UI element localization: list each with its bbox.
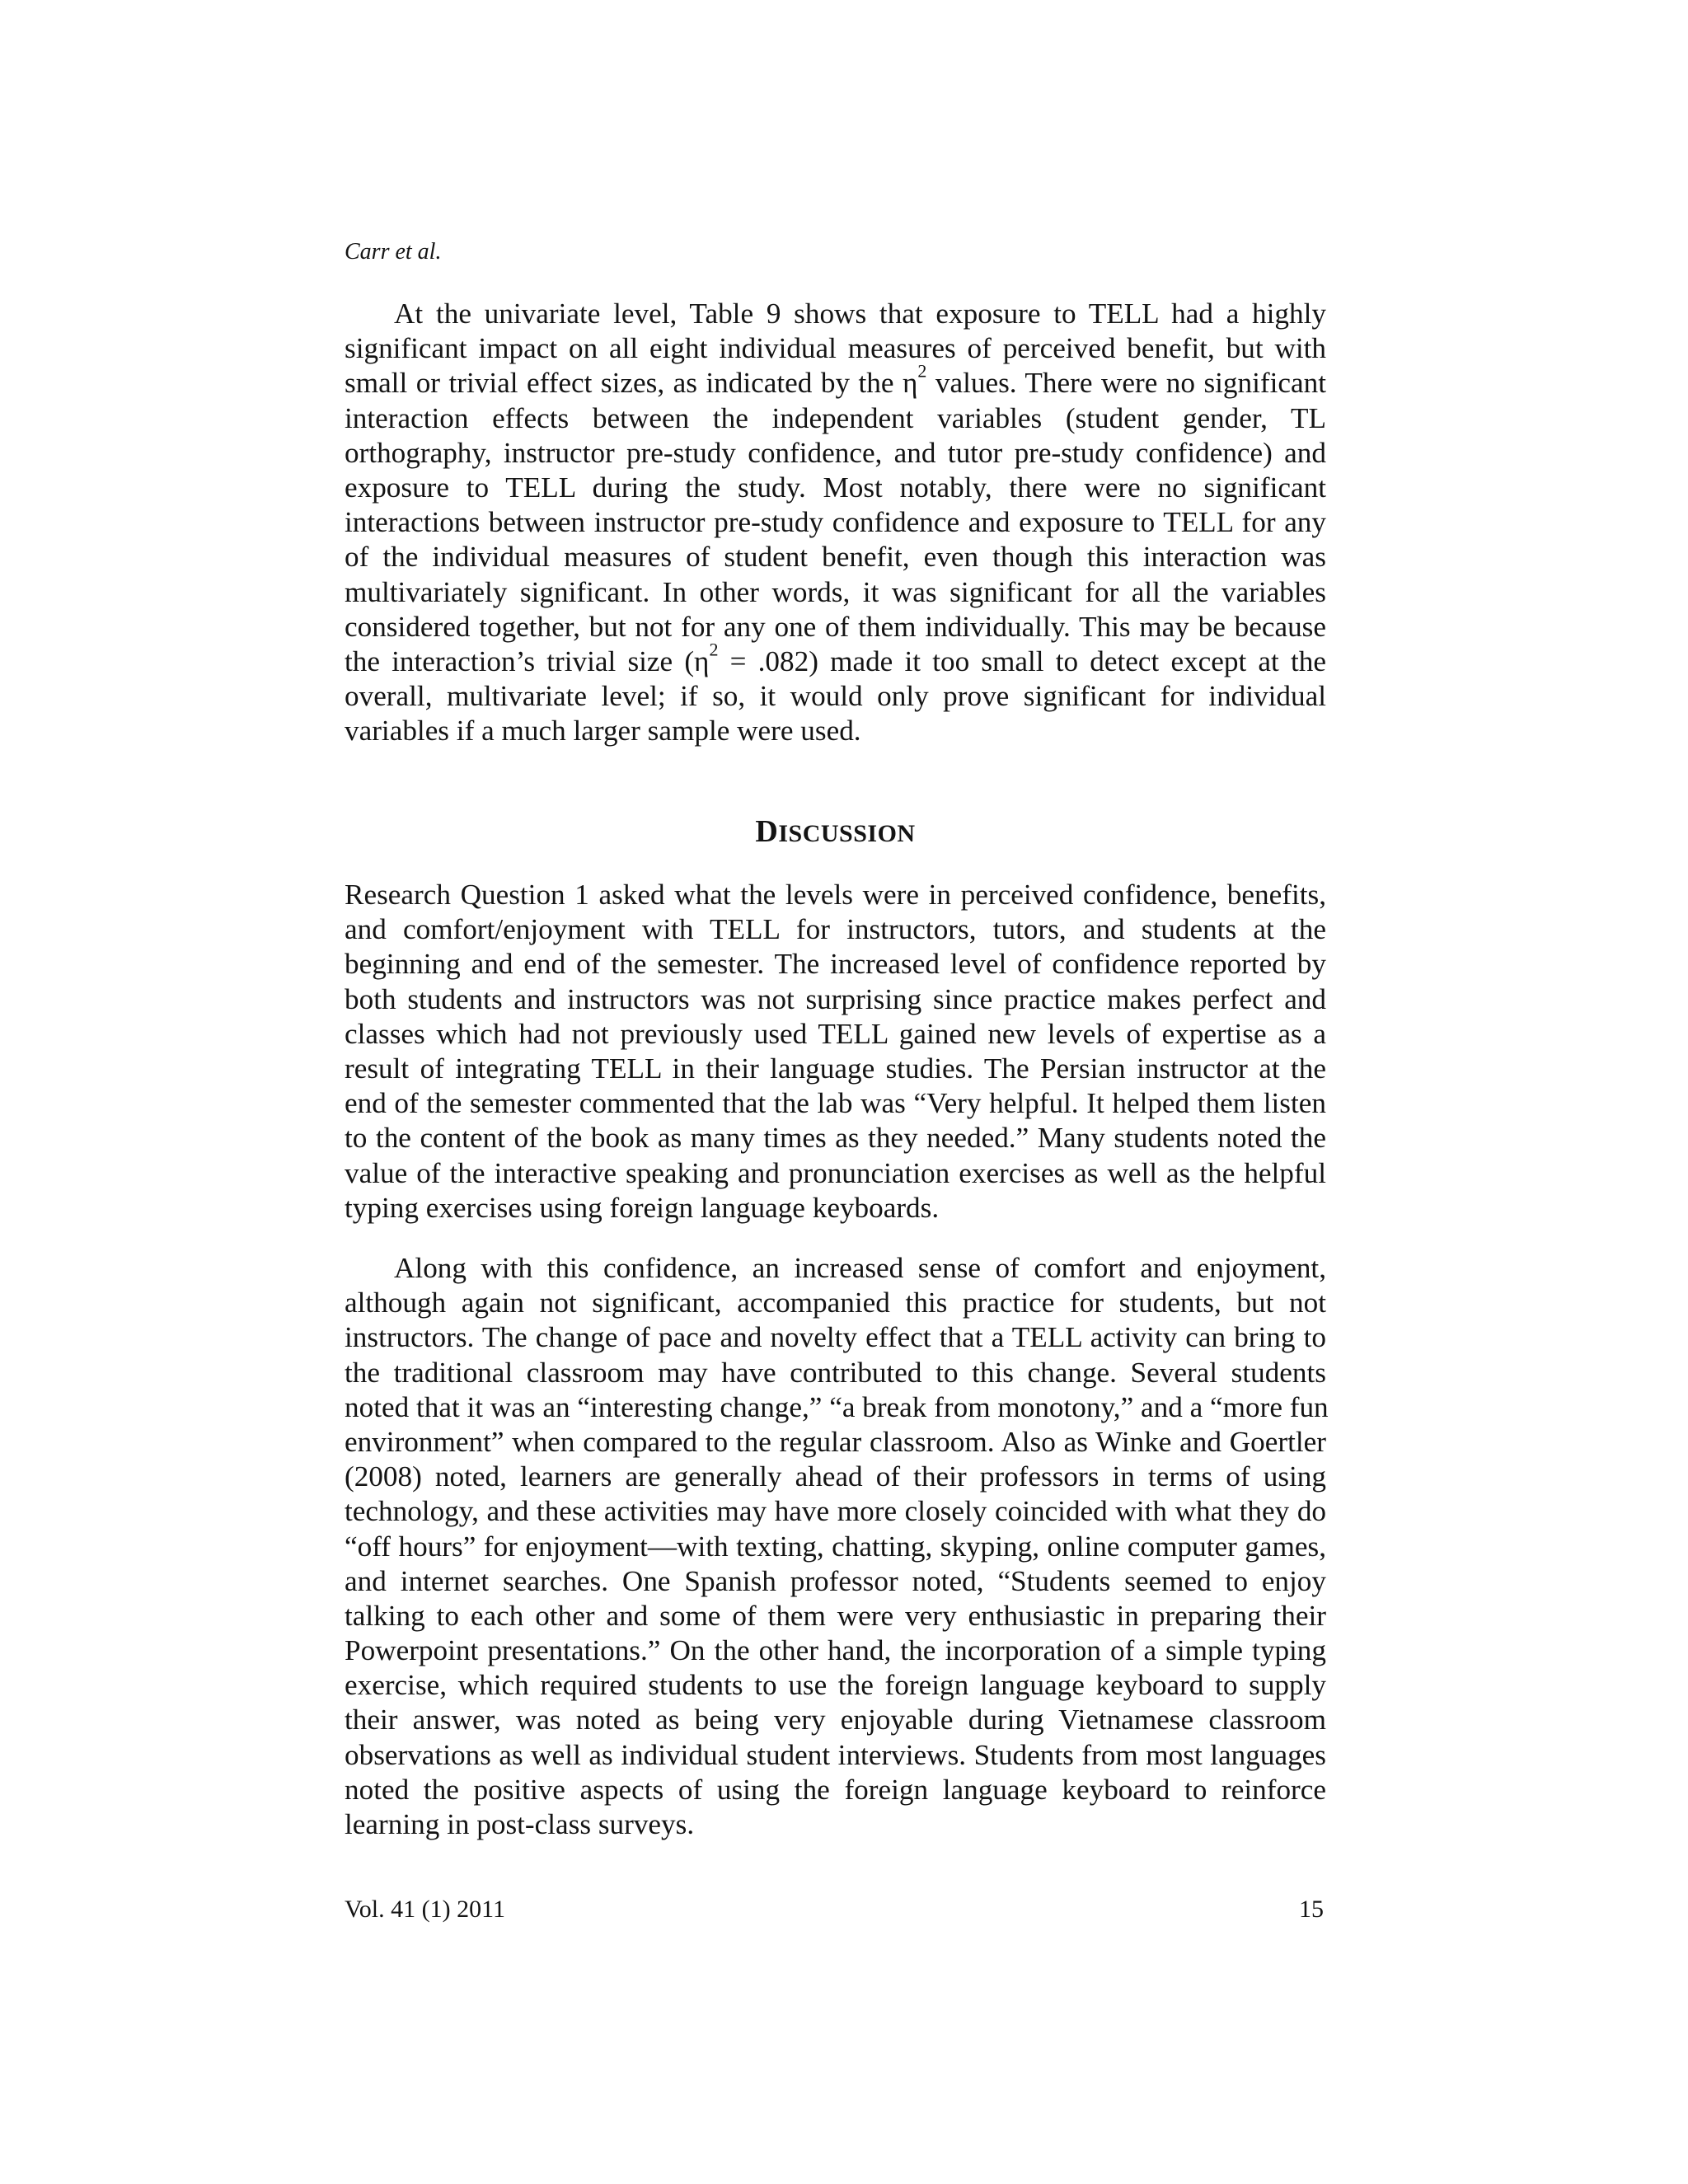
text-line: overall, multivariate level; if so, it would only prove significant for individual — [345, 680, 1326, 713]
text-line: the traditional classroom may have contributed to this change. Several students — [345, 1356, 1326, 1389]
text-line: At the univariate level, Table 9 shows that exposure to TELL had a highly — [394, 298, 1326, 330]
text-line: observations as well as individual student interviews. Students from most languages — [345, 1738, 1326, 1771]
heading-initial: D — [755, 814, 779, 849]
text-line: multivariately significant. In other words, it was significant for all the variables — [345, 575, 1326, 608]
text-line: considered together, but not for any one of them individually. This may be because — [345, 610, 1326, 643]
discussion-paragraph — [345, 1251, 1329, 1842]
superscript: 2 — [917, 360, 927, 382]
text-line: and internet searches. One Spanish professor noted, “Students seemed to enjoy — [345, 1564, 1326, 1597]
text-line: result of integrating TELL in their language studies. The Persian instructor at the — [345, 1052, 1326, 1085]
text-line: exercise, which required students to use the foreign language keyboard to supply — [345, 1669, 1326, 1702]
text-line — [345, 639, 1326, 679]
text-line: instructors. The change of pace and novelty effect that a TELL activity can bring to — [345, 1321, 1326, 1354]
text-line: learning in post-class surveys. — [345, 1808, 695, 1840]
text-line: end of the semester commented that the lab was “Very helpful. It helped them listen — [345, 1087, 1326, 1120]
text-line: (2008) noted, learners are generally ahead of their professors in terms of using — [345, 1460, 1326, 1493]
line-segment: the interaction’s trivial size (η — [345, 644, 710, 677]
text-line: “off hours” for enjoyment—with texting, chatting, skyping, online computer games, — [345, 1530, 1326, 1563]
text-line: technology, and these activities may have more closely coincided with what they do — [345, 1495, 1326, 1528]
text-line: both students and instructors was not surprising since practice makes perfect and — [345, 982, 1326, 1015]
text-line: exposure to TELL during the study. Most notably, there were no significant — [345, 471, 1326, 504]
text-line: Research Question 1 asked what the levels were in perceived confidence, benefits, — [345, 879, 1326, 911]
line-segment: = .082) made it too small to detect except at the — [718, 644, 1326, 677]
footer-volume: Vol. 41 (1) 2011 — [345, 1896, 505, 1923]
text-line: Along with this confidence, an increased sense of comfort and enjoyment, — [394, 1252, 1326, 1284]
text-line: noted that it was an “interesting change,” “a break from monotony,” and a “more fun — [345, 1390, 1329, 1423]
text-line — [345, 360, 1326, 401]
text-line: of the individual measures of student benefit, even though this interaction was — [345, 541, 1326, 574]
discussion-paragraph — [345, 878, 1326, 1226]
text-line: noted the positive aspects of using the foreign language keyboard to reinforce — [345, 1773, 1326, 1806]
results-paragraph — [345, 297, 1326, 748]
text-line: Powerpoint presentations.” On the other hand, the incorporation of a simple typing — [345, 1634, 1326, 1667]
running-head: Carr et al. — [345, 239, 442, 265]
text-line: their answer, was noted as being very enjoyable during Vietnamese classroom — [345, 1704, 1326, 1736]
text-line: interactions between instructor pre-study confidence and exposure to TELL for any — [345, 506, 1326, 539]
text-line: classes which had not previously used TELL gained new levels of expertise as a — [345, 1017, 1326, 1050]
text-line: significant impact on all eight individual measures of perceived benefit, but with — [345, 332, 1326, 365]
page-number: 15 — [1299, 1896, 1324, 1923]
text-line: interaction effects between the independent variables (student gender, TL — [345, 401, 1326, 434]
superscript: 2 — [709, 639, 719, 660]
text-line: beginning and end of the semester. The increased level of confidence reported by — [345, 948, 1326, 981]
text-line: environment” when compared to the regular classroom. Also as Winke and Goertler — [345, 1425, 1326, 1458]
text-line: orthography, instructor pre-study confidence, and tutor pre-study confidence) and — [345, 436, 1326, 469]
line-segment: values. There were no significant — [926, 367, 1326, 400]
line-segment: small or trivial effect sizes, as indicated by the η — [345, 367, 918, 400]
text-line: variables if a much larger sample were used. — [345, 715, 861, 748]
text-line: typing exercises using foreign language keyboards. — [345, 1191, 940, 1224]
text-line: talking to each other and some of them were very enthusiastic in preparing their — [345, 1599, 1326, 1632]
text-line: although again not significant, accompanied this practice for students, but not — [345, 1286, 1326, 1319]
text-line: value of the interactive speaking and pronunciation exercises as well as the helpful — [345, 1156, 1326, 1189]
text-line: and comfort/enjoyment with TELL for instructors, tutors, and students at the — [345, 913, 1326, 946]
section-heading — [345, 812, 1326, 854]
heading-rest: ISCUSSION — [778, 820, 916, 847]
text-line: to the content of the book as many times as they needed.” Many students noted the — [345, 1122, 1326, 1155]
